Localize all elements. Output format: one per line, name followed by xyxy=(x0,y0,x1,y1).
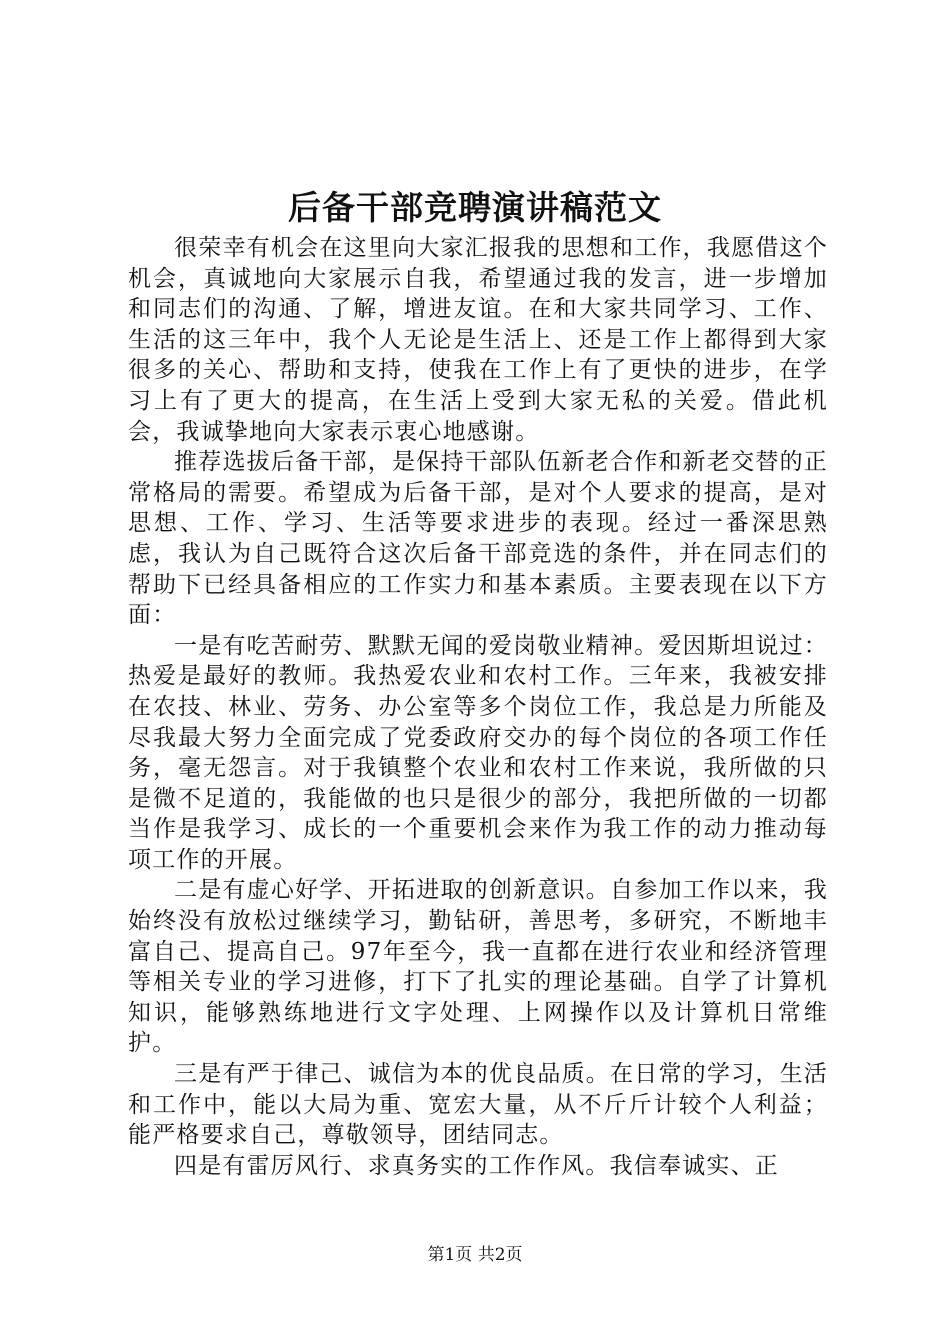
paragraph-1: 很荣幸有机会在这里向大家汇报我的思想和工作，我愿借这个机会，真诚地向大家展示自我，希望通过我的发言，进一步增加和同志们的沟通、了解，增进友谊。在和大家共同学习、工作、生活的这三年中，我个人无论是生活上、还是工作上都得到大家很多的关心、帮助和支持，使我在工作上有了更快的进步，在学习上有了更大的提高，在生活上受到大家无私的关爱。借此机会，我诚挚地向大家表示衷心地感谢。 xyxy=(128,235,828,445)
document-body xyxy=(128,233,828,1181)
page-number-footer: 第1页 共2页 xyxy=(427,1245,523,1265)
paragraph-6: 四是有雷厉风行、求真务实的工作作风。我信奉诚实、正 xyxy=(174,1152,779,1179)
paragraph-5: 三是有严于律己、诚信为本的优良品质。在日常的学习，生活和工作中，能以大局为重、宽宏大量，从不斤斤计较个人利益；能严格要求自己，尊敬领导，团结同志。 xyxy=(128,1061,828,1149)
paragraph-4: 二是有虚心好学、开拓进取的创新意识。自参加工作以来，我始终没有放松过继续学习，勤钻研，善思考，多研究，不断地丰富自己、提高自己。97年至今，我一直都在进行农业和经济管理等相关专业的学习进修，打下了扎实的理论基础。自学了计算机知识，能够熟练地进行文字处理、上网操作以及计算机日常维护。 xyxy=(128,877,828,1057)
document-title: 后备干部竞聘演讲稿范文 xyxy=(288,188,662,227)
paragraph-3: 一是有吃苦耐劳、默默无闻的爱岗敬业精神。爱因斯坦说过：热爱是最好的教师。我热爱农业和农村工作。三年来，我被安排在农技、林业、劳务、办公室等多个岗位工作，我总是力所能及尽我最大努力全面完成了党委政府交办的每个岗位的各项工作任务，毫无怨言。对于我镇整个农业和农村工作来说，我所做的只是微不足道的，我能做的也只是很少的部分，我把所做的一切都当作是我学习、成长的一个重要机会来作为我工作的动力推动每项工作的开展。 xyxy=(128,632,828,873)
paragraph-2: 推荐选拔后备干部，是保持干部队伍新老合作和新老交替的正常格局的需要。希望成为后备干部，是对个人要求的提高，是对思想、工作、学习、生活等要求进步的表现。经过一番深思熟虑，我认为自己既符合这次后备干部竞选的条件，并在同志们的帮助下已经具备相应的工作实力和基本素质。主要表现在以下方面： xyxy=(128,449,828,629)
